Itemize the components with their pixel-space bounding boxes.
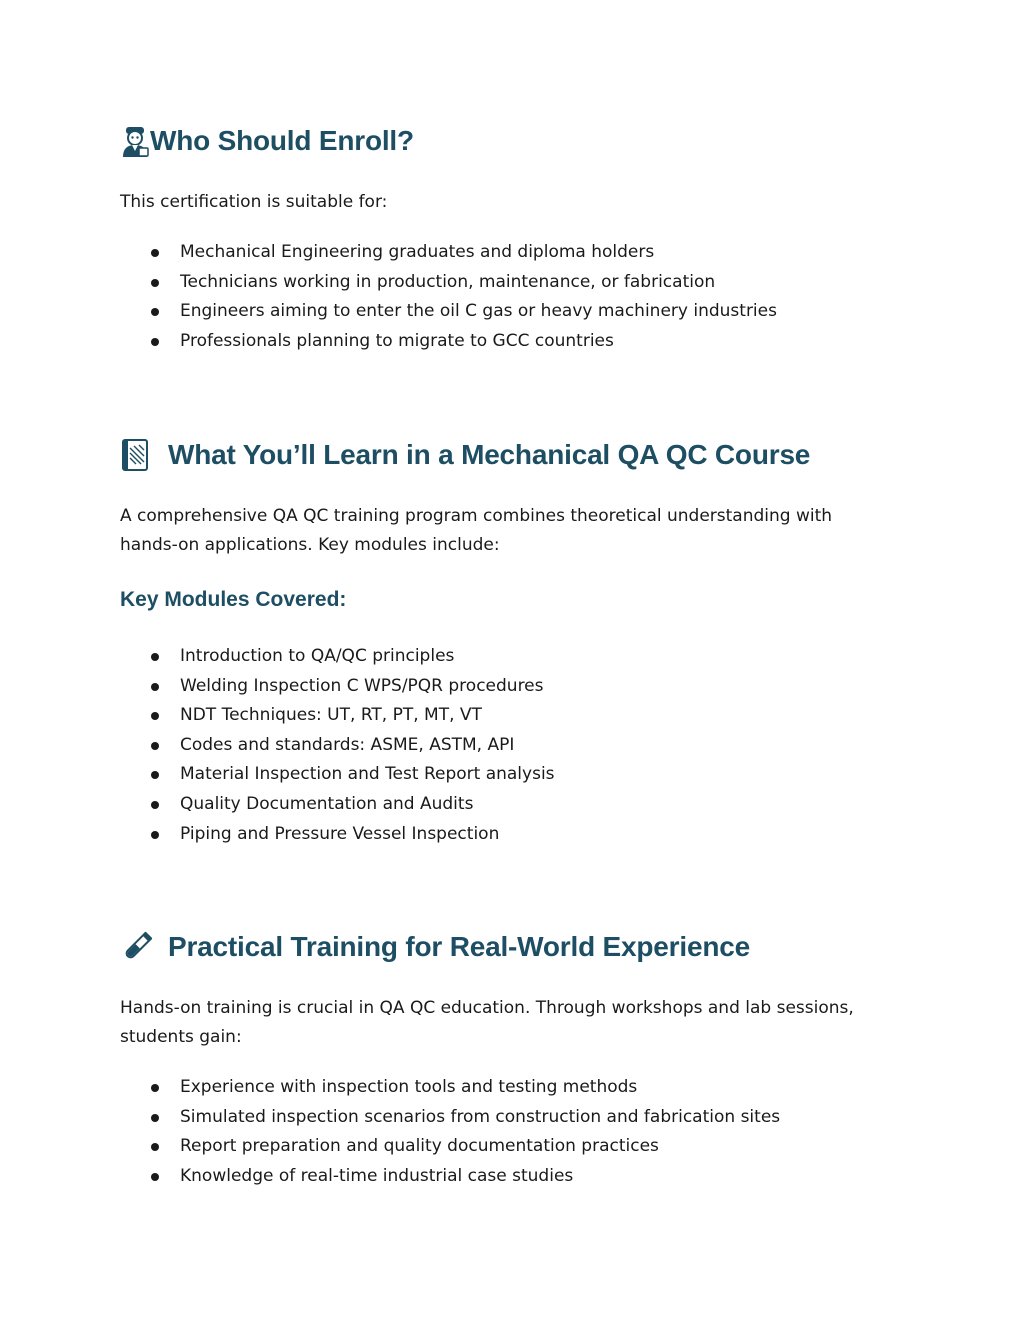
bullet-icon xyxy=(151,771,159,779)
list-item: Introduction to QA/QC principles xyxy=(120,642,900,672)
bullet-icon xyxy=(151,308,159,316)
list-item: Piping and Pressure Vessel Inspection xyxy=(120,820,900,850)
list-item: Experience with inspection tools and testing methods xyxy=(120,1073,900,1103)
bullet-list xyxy=(120,642,900,849)
section-intro: This certification is suitable for: xyxy=(120,192,388,212)
bullet-icon xyxy=(151,742,159,750)
list-item: Welding Inspection C WPS/PQR procedures xyxy=(120,672,900,702)
list-item: NDT Techniques: UT, RT, PT, MT, VT xyxy=(120,701,900,731)
bullet-icon xyxy=(151,338,159,346)
bullet-icon xyxy=(151,1114,159,1122)
list-item: Codes and standards: ASME, ASTM, API xyxy=(120,731,900,761)
bullet-icon xyxy=(151,831,159,839)
bullet-icon xyxy=(151,1173,159,1181)
section-heading xyxy=(120,438,900,472)
list-item: Technicians working in production, maintenance, or fabrication xyxy=(120,268,900,298)
list-item: Simulated inspection scenarios from construction and fabrication sites xyxy=(120,1103,900,1133)
bullet-icon xyxy=(151,653,159,661)
list-item: Material Inspection and Test Report analysis xyxy=(120,760,900,790)
list-item: Knowledge of real-time industrial case studies xyxy=(120,1162,900,1192)
list-item: Quality Documentation and Audits xyxy=(120,790,900,820)
section-title: What You’ll Learn in a Mechanical QA QC Course xyxy=(168,439,811,470)
list-item: Engineers aiming to enter the oil C gas or heavy machinery industries xyxy=(120,297,900,327)
subheading: Key Modules Covered: xyxy=(120,588,347,611)
engineer-icon xyxy=(120,124,150,158)
bullet-icon xyxy=(151,279,159,287)
section-title: Who Should Enroll? xyxy=(150,125,414,156)
bullet-icon xyxy=(151,249,159,257)
section-who-should-enroll xyxy=(120,124,900,356)
list-item: Professionals planning to migrate to GCC countries xyxy=(120,327,900,357)
bullet-icon xyxy=(151,683,159,691)
bullet-icon xyxy=(151,1084,159,1092)
bullet-list xyxy=(120,1073,900,1191)
section-what-youll-learn xyxy=(120,438,900,849)
bullet-list xyxy=(120,238,900,356)
section-practical-training xyxy=(120,930,900,1191)
section-title: Practical Training for Real-World Experience xyxy=(168,931,750,962)
notebook-icon xyxy=(120,438,154,472)
bullet-icon xyxy=(151,712,159,720)
section-heading xyxy=(120,124,900,158)
section-intro: Hands-on training is crucial in QA QC education. Through workshops and lab sessions, students gain: xyxy=(120,998,854,1047)
section-intro: A comprehensive QA QC training program combines theoretical understanding with hands-on applications. Key modules include: xyxy=(120,506,833,555)
list-item: Report preparation and quality documentation practices xyxy=(120,1132,900,1162)
bullet-icon xyxy=(151,801,159,809)
test-tube-icon xyxy=(120,930,154,964)
section-heading xyxy=(120,930,900,964)
bullet-icon xyxy=(151,1143,159,1151)
list-item: Mechanical Engineering graduates and diploma holders xyxy=(120,238,900,268)
